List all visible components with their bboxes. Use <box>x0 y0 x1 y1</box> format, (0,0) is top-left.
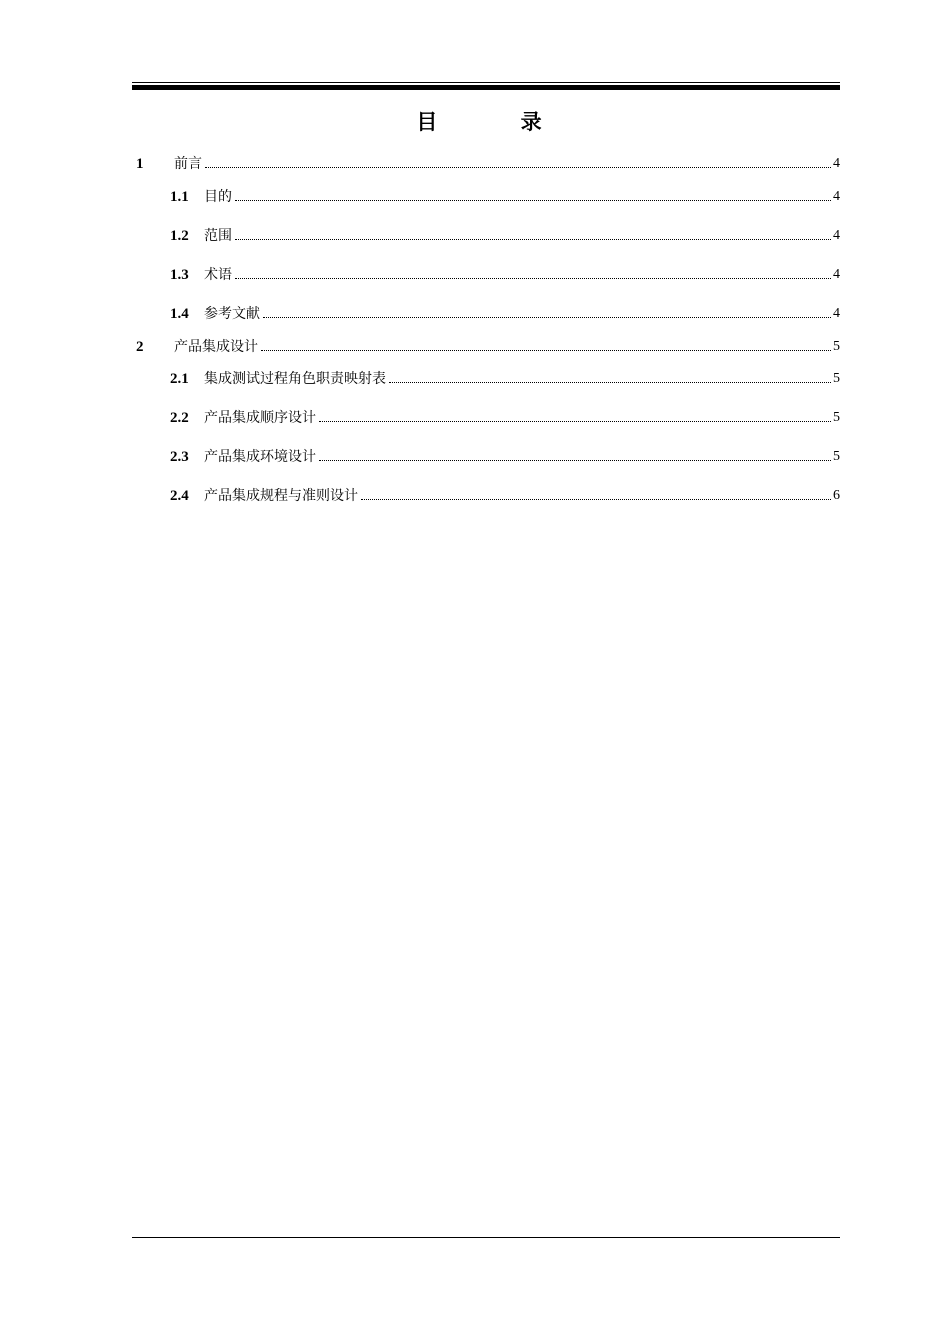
toc-entry-page: 5 <box>833 449 840 464</box>
toc-dot-leader <box>235 199 831 201</box>
toc-entry-number: 2.1 <box>170 371 189 387</box>
toc-entry[interactable] <box>132 154 840 174</box>
toc-entry[interactable] <box>132 304 840 324</box>
toc-dot-leader <box>261 349 831 351</box>
toc-entry-title: 前言 <box>174 156 202 172</box>
toc-entry-title: 范围 <box>204 228 232 244</box>
toc-entry-number: 2 <box>136 339 144 355</box>
toc-entry[interactable] <box>132 369 840 389</box>
toc-dot-leader <box>235 238 831 240</box>
toc-entry-title: 目的 <box>204 189 232 205</box>
toc-entry-number: 1.2 <box>170 228 189 244</box>
toc-entry-number: 1.3 <box>170 267 189 283</box>
toc-entry-number: 1 <box>136 156 144 172</box>
toc-entry-page: 5 <box>833 410 840 425</box>
toc-entry[interactable] <box>132 226 840 246</box>
toc-entry-page: 4 <box>833 306 840 321</box>
toc-entry[interactable] <box>132 265 840 285</box>
toc-entry-number: 2.2 <box>170 410 189 426</box>
toc-dot-leader <box>361 498 831 500</box>
toc-entry-title: 产品集成设计 <box>174 339 258 355</box>
toc-entry[interactable] <box>132 486 840 506</box>
toc-entry-title: 术语 <box>204 267 232 283</box>
toc-entry-title: 产品集成顺序设计 <box>204 410 316 426</box>
toc-entry[interactable] <box>132 337 840 357</box>
toc-entry-number: 2.4 <box>170 488 189 504</box>
header-rule-thick <box>132 85 840 90</box>
toc-dot-leader <box>319 420 831 422</box>
toc-entry-number: 1.1 <box>170 189 189 205</box>
toc-entry-page: 4 <box>833 156 840 171</box>
footer-rule <box>132 1237 840 1238</box>
toc-entry[interactable] <box>132 187 840 207</box>
toc-entry-title: 集成测试过程角色职责映射表 <box>204 371 386 387</box>
toc-entry-number: 2.3 <box>170 449 189 465</box>
toc-entry-page: 6 <box>833 488 840 503</box>
toc-dot-leader <box>263 316 831 318</box>
toc-dot-leader <box>205 166 831 168</box>
toc-title: 目 录 <box>416 110 580 134</box>
header-rule-thin <box>132 82 840 83</box>
toc-entry-page: 5 <box>833 339 840 354</box>
toc-entry-number: 1.4 <box>170 306 189 322</box>
toc-entry-page: 5 <box>833 371 840 386</box>
toc-entry[interactable] <box>132 408 840 428</box>
toc-entry-title: 参考文献 <box>204 306 260 322</box>
toc-dot-leader <box>235 277 831 279</box>
toc-entry-page: 4 <box>833 228 840 243</box>
toc-entry[interactable] <box>132 447 840 467</box>
toc-entry-title: 产品集成环境设计 <box>204 449 316 465</box>
toc-dot-leader <box>389 381 831 383</box>
toc-dot-leader <box>319 459 831 461</box>
toc-entry-page: 4 <box>833 189 840 204</box>
toc-entry-page: 4 <box>833 267 840 282</box>
toc-entry-title: 产品集成规程与准则设计 <box>204 488 358 504</box>
